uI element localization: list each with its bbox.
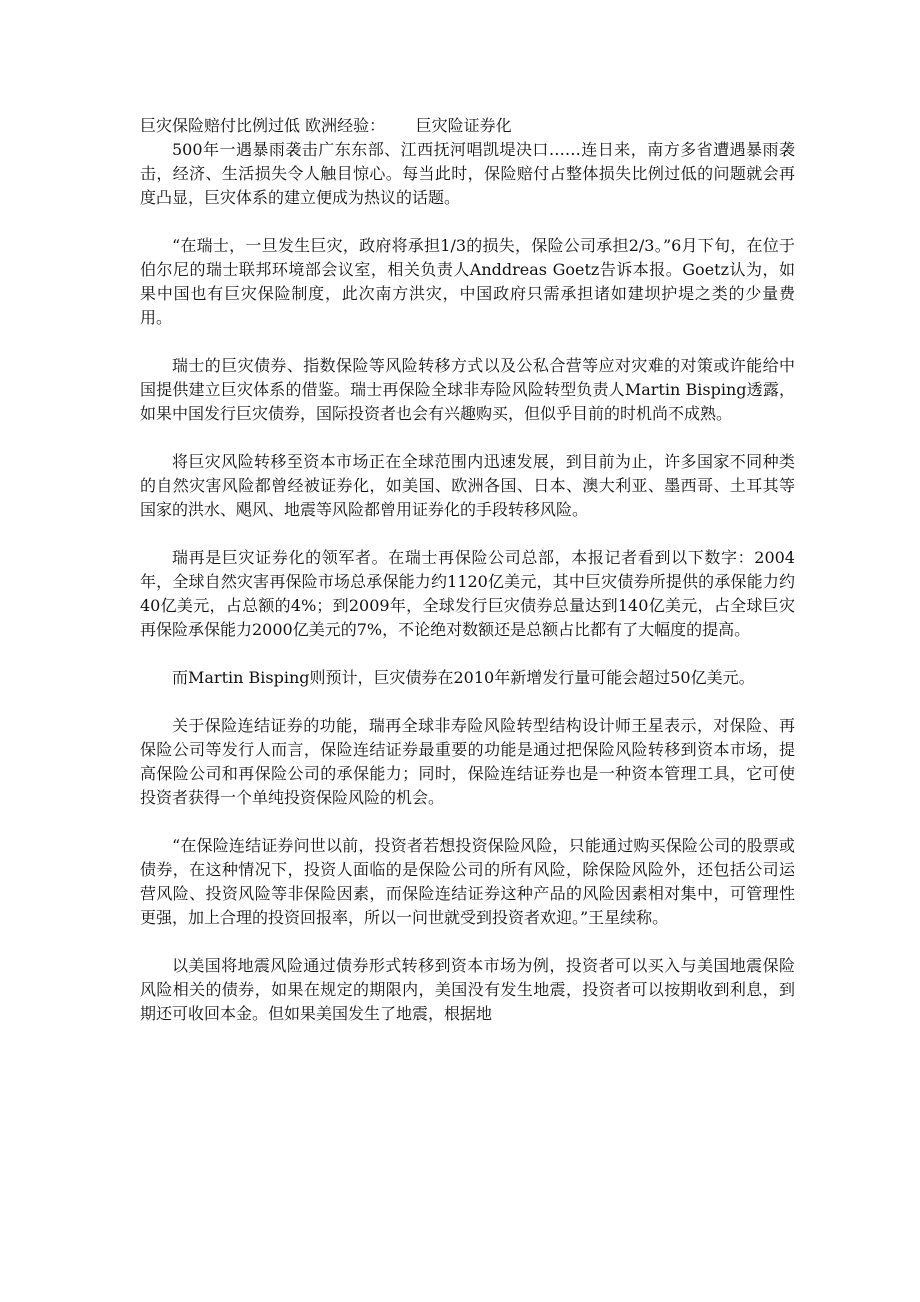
paragraph-1: 500年一遇暴雨袭击广东东部、江西抚河唱凯堤决口……连日来，南方多省遭遇暴雨袭击，经济、生活损失令人触目惊心。每当此时，保险赔付占整体损失比例过低的问题就会再度凸显，巨灾体系的建立便成为热议的话题。 [140,140,795,207]
document-page [140,114,795,1050]
paragraph-6: 而Martin Bisping则预计，巨灾债券在2010年新增发行量可能会超过50亿美元。 [172,668,755,687]
document-title: 巨灾保险赔付比例过低 欧洲经验： 巨灾险证券化 [140,116,512,135]
paragraph-8: “在保险连结证券问世以前，投资者若想投资保险风险，只能通过购买保险公司的股票或债券，在这种情况下，投资人面临的是保险公司的所有风险，除保险风险外，还包括公司运营风险、投资风险等非保险因素，而保险连结证券这种产品的风险因素相对集中，可管理性更强，加上合理的投资回报率，所以一问世就受到投资者欢迎。”王星续称。 [140,836,795,927]
paragraph-3: 瑞士的巨灾债券、指数保险等风险转移方式以及公私合营等应对灾难的对策或许能给中国提供建立巨灾体系的借鉴。瑞士再保险全球非寿险风险转型负责人Martin Bisping透露，如果中国发行巨灾债券，国际投资者也会有兴趣购买，但似乎目前的时机尚不成熟。 [140,356,795,423]
paragraph-4: 将巨灾风险转移至资本市场正在全球范围内迅速发展，到目前为止，许多国家不同种类的自然灾害风险都曾经被证券化，如美国、欧洲各国、日本、澳大利亚、墨西哥、土耳其等国家的洪水、飓风、地震等风险都曾用证券化的手段转移风险。 [140,452,795,519]
paragraph-2: “在瑞士，一旦发生巨灾，政府将承担1/3的损失，保险公司承担2/3。”6月下旬，在位于伯尔尼的瑞士联邦环境部会议室，相关负责人Anddreas Goetz告诉本报。Goetz认为，如果中国也有巨灾保险制度，此次南方洪灾，中国政府只需承担诸如建坝护堤之类的少量费用。 [140,236,795,327]
paragraph-7: 关于保险连结证券的功能，瑞再全球非寿险风险转型结构设计师王星表示，对保险、再保险公司等发行人而言，保险连结证券最重要的功能是通过把保险风险转移到资本市场，提高保险公司和再保险公司的承保能力；同时，保险连结证券也是一种资本管理工具，它可使投资者获得一个单纯投资保险风险的机会。 [140,716,795,807]
paragraph-9: 以美国将地震风险通过债券形式转移到资本市场为例，投资者可以买入与美国地震保险风险相关的债券，如果在规定的期限内，美国没有发生地震，投资者可以按期收到利息，到期还可收回本金。但如果美国发生了地震，根据地 [140,956,795,1023]
paragraph-5: 瑞再是巨灾证券化的领军者。在瑞士再保险公司总部，本报记者看到以下数字：2004年，全球自然灾害再保险市场总承保能力约1120亿美元，其中巨灾债券所提供的承保能力约40亿美元，占总额的4%；到2009年，全球发行巨灾债券总量达到140亿美元，占全球巨灾再保险承保能力2000亿美元的7%，不论绝对数额还是总额占比都有了大幅度的提高。 [140,548,795,639]
